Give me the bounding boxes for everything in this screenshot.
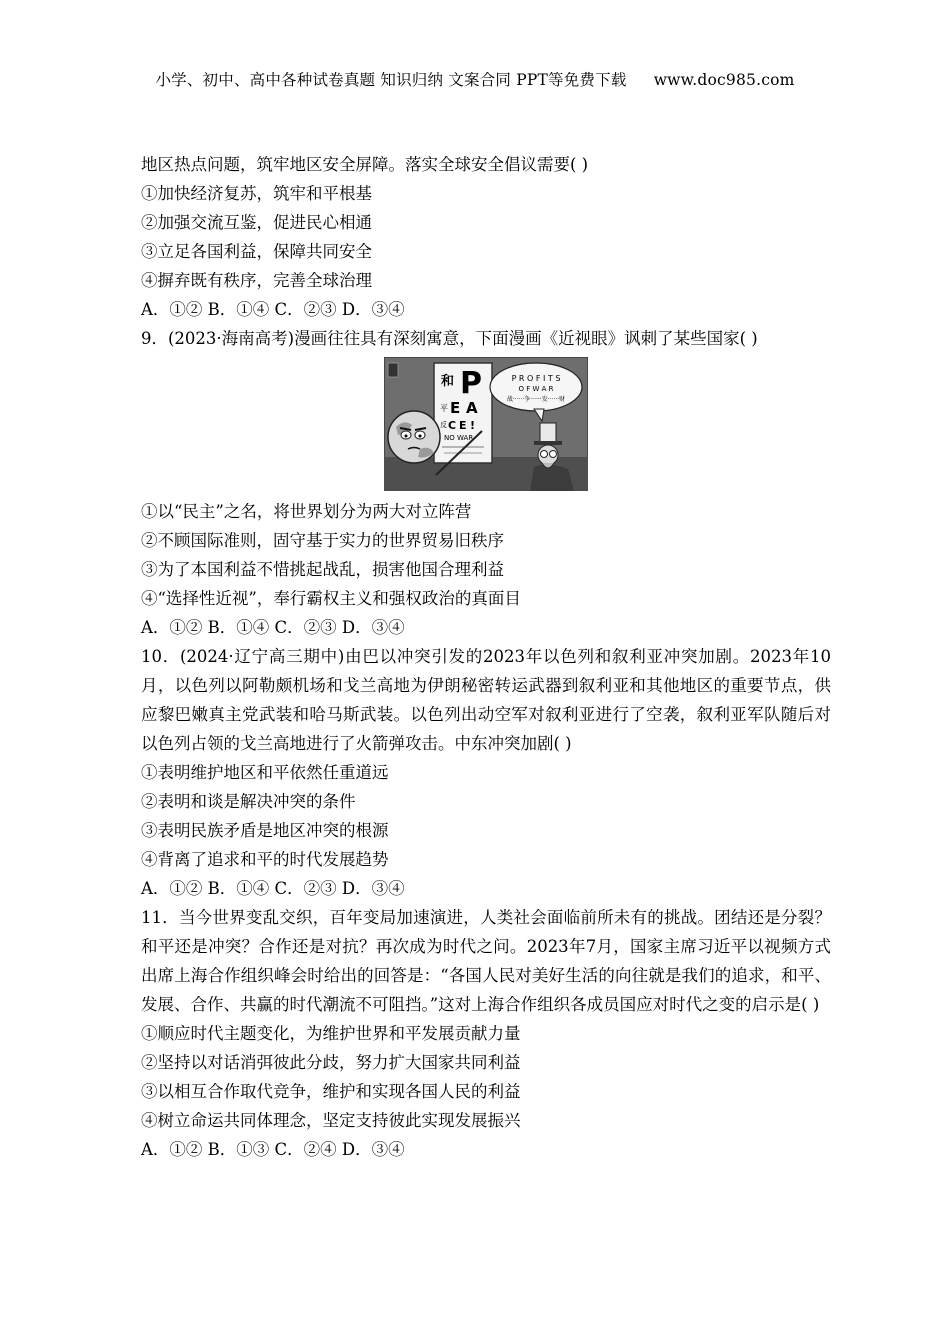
page-header	[0, 68, 950, 90]
option-3: ③为了本国利益不惜挑起战乱，损害他国合理利益	[141, 560, 504, 579]
chart-char: !	[470, 419, 476, 432]
chart-char: E	[459, 419, 467, 432]
document-body	[141, 150, 831, 1164]
question-11	[141, 903, 831, 1164]
question-stem: 地区热点问题，筑牢地区安全屏障。落实全球安全倡议需要( )	[141, 155, 589, 174]
option-1: ①顺应时代主题变化，为维护世界和平发展贡献力量	[141, 1024, 521, 1043]
option-3: ③立足各国利益，保障共同安全	[141, 242, 372, 261]
answer-choices: A．①② B．①③ C．②④ D．③④	[141, 1140, 405, 1159]
option-3: ③表明民族矛盾是地区冲突的根源	[141, 821, 389, 840]
chart-char: 平	[440, 404, 448, 413]
top-hat	[540, 423, 556, 443]
chart-char: A	[466, 399, 478, 417]
option-2: ②表明和谈是解决冲突的条件	[141, 792, 356, 811]
bubble-text-bottom: 战······争······发······财	[506, 396, 566, 403]
option-2: ②不顾国际准则，固守基于实力的世界贸易旧秩序	[141, 531, 504, 550]
option-4: ④摒弃既有秩序，完善全球治理	[141, 271, 372, 290]
chart-char: C	[448, 419, 457, 432]
chart-char: 和	[441, 374, 455, 389]
option-1: ①加快经济复苏，筑牢和平根基	[141, 184, 372, 203]
answer-choices: A．①② B．①④ C．②③ D．③④	[141, 618, 405, 637]
cartoon-figure	[141, 357, 831, 491]
chart-char: E	[450, 399, 461, 417]
answer-choices: A．①② B．①④ C．②③ D．③④	[141, 300, 405, 319]
question-stem: 11．当今世界变乱交织，百年变局加速演进，人类社会面临前所未有的挑战。团结还是分裂？和平还是冲突？合作还是对抗？再次成为时代之问。2023年7月，国家主席习近平以视频方式出席上海合作组织峰会时给出的回答是：“各国人民对美好生活的向往就是我们的追求，和平、发展、合作、共赢的时代潮流不可阻挡。”这对上海合作组织各成员国应对时代之变的启示是( )	[141, 908, 831, 1014]
bubble-text-top: P R O F I T S	[511, 374, 561, 383]
option-3: ③以相互合作取代竞争，维护和实现各国人民的利益	[141, 1082, 521, 1101]
chart-char: 反	[440, 421, 447, 429]
chart-char: WAR	[457, 434, 474, 442]
bubble-text-mid: O F W A R	[518, 385, 554, 393]
answer-choices: A．①② B．①④ C．②③ D．③④	[141, 879, 405, 898]
option-2: ②坚持以对话消弭彼此分歧，努力扩大国家共同利益	[141, 1053, 521, 1072]
cartoon-logo	[388, 363, 398, 377]
chart-char: NO	[444, 434, 455, 442]
option-4: ④背离了追求和平的时代发展趋势	[141, 850, 389, 869]
question-9	[141, 324, 831, 642]
option-2: ②加强交流互鉴，促进民心相通	[141, 213, 372, 232]
globe-character	[388, 411, 440, 463]
option-4: ④“选择性近视”，奉行霸权主义和强权政治的真面目	[141, 589, 521, 608]
question-10	[141, 642, 831, 903]
question-8	[141, 150, 831, 324]
chart-char: P	[460, 366, 482, 401]
option-4: ④树立命运共同体理念，坚定支持彼此实现发展振兴	[141, 1111, 521, 1130]
question-stem: 10．(2024·辽宁高三期中)由巴以冲突引发的2023年以色列和叙利亚冲突加剧。2023年10月，以色列以阿勒颇机场和戈兰高地为伊朗秘密转运武器到叙利亚和其他地区的重要节点，供应黎巴嫩真主党武装和哈马斯武装。以色列出动空军对叙利亚进行了空袭，叙利亚军队随后对以色列占领的戈兰高地进行了火箭弹攻击。中东冲突加剧( )	[141, 647, 831, 753]
question-stem: 9．(2023·海南高考)漫画往往具有深刻寓意，下面漫画《近视眼》讽刺了某些国家( )	[141, 329, 758, 348]
header-site: www.doc985.com	[653, 71, 795, 89]
option-1: ①表明维护地区和平依然任重道远	[141, 763, 389, 782]
myopia-cartoon	[384, 357, 588, 491]
option-1: ①以“民主”之名，将世界划分为两大对立阵营	[141, 502, 472, 521]
header-text: 小学、初中、高中各种试卷真题 知识归纳 文案合同 PPT等免费下载	[155, 71, 627, 89]
